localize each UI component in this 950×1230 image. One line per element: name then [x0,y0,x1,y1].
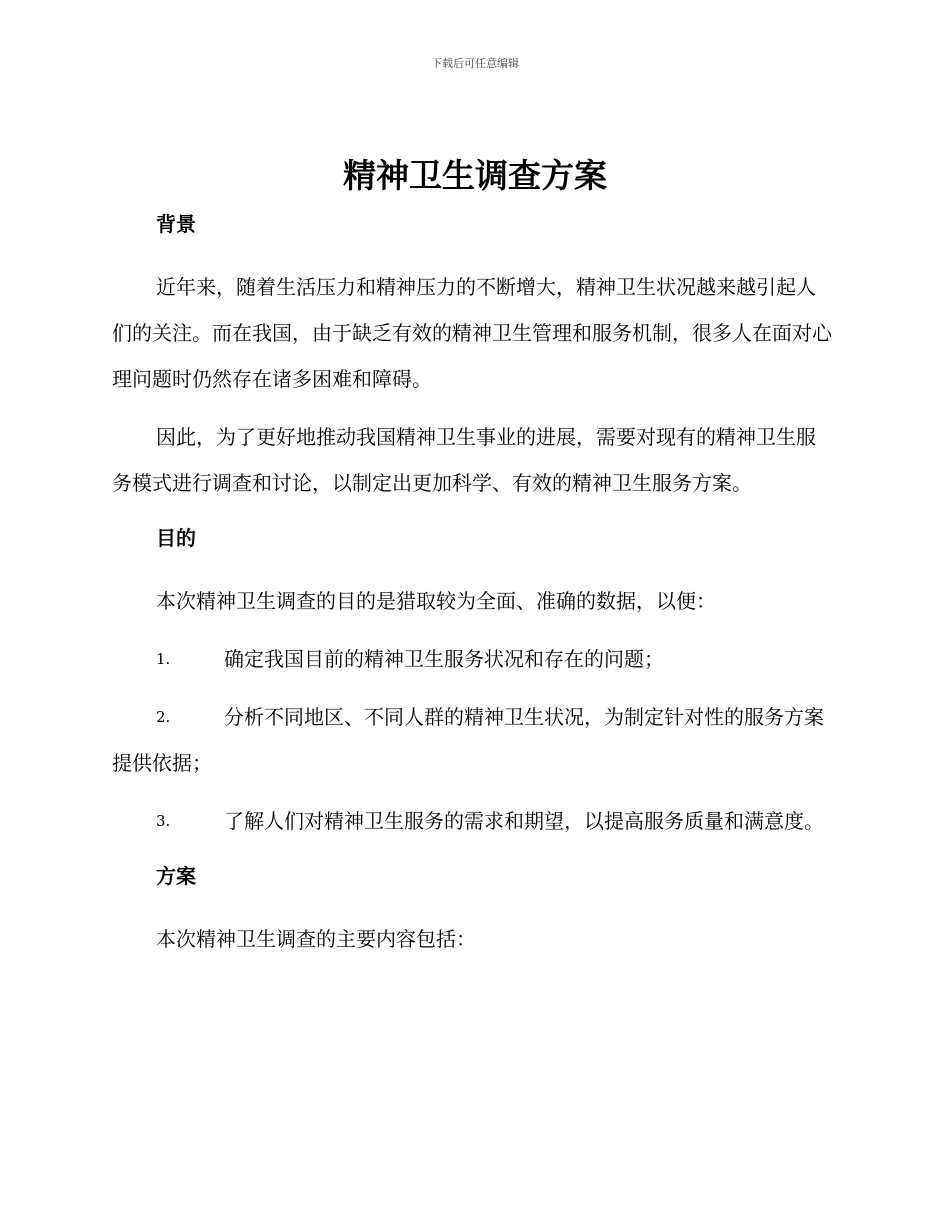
purpose-intro: 本次精神卫生调查的目的是猎取较为全面、准确的数据，以便： [156,589,716,613]
list-item-text: 分析不同地区、不同人群的精神卫生状况，为制定针对性的服务方案提供依据； [112,705,824,775]
document-body [112,208,834,974]
list-item-number: 2. [156,708,171,726]
purpose-list-item [112,798,834,844]
list-item-number: 1. [156,650,171,668]
plan-intro: 本次精神卫生调查的主要内容包括： [156,927,476,951]
background-paragraph-1: 近年来，随着生活压力和精神压力的不断增大，精神卫生状况越来越引起人们的关注。而在我国，由于缺乏有效的精神卫生管理和服务机制，很多人在面对心理问题时仍然存在诸多困难和障碍。 [112,275,832,391]
list-item-number: 3. [156,812,171,830]
section-heading-background: 背景 [156,212,196,236]
purpose-list-item [112,636,834,682]
section-heading-plan: 方案 [156,864,196,888]
section-heading-purpose: 目的 [156,526,196,550]
background-paragraph-2: 因此，为了更好地推动我国精神卫生事业的进展，需要对现有的精神卫生服务模式进行调查和讨论，以制定出更加科学、有效的精神卫生服务方案。 [112,425,816,495]
header-note: 下载后可任意编辑 [431,57,519,70]
list-item-text: 确定我国目前的精神卫生服务状况和存在的问题； [224,647,664,671]
purpose-list-item [112,694,834,786]
list-item-text: 了解人们对精神卫生服务的需求和期望，以提高服务质量和满意度。 [224,809,824,833]
document-title: 精神卫生调查方案 [343,156,607,195]
